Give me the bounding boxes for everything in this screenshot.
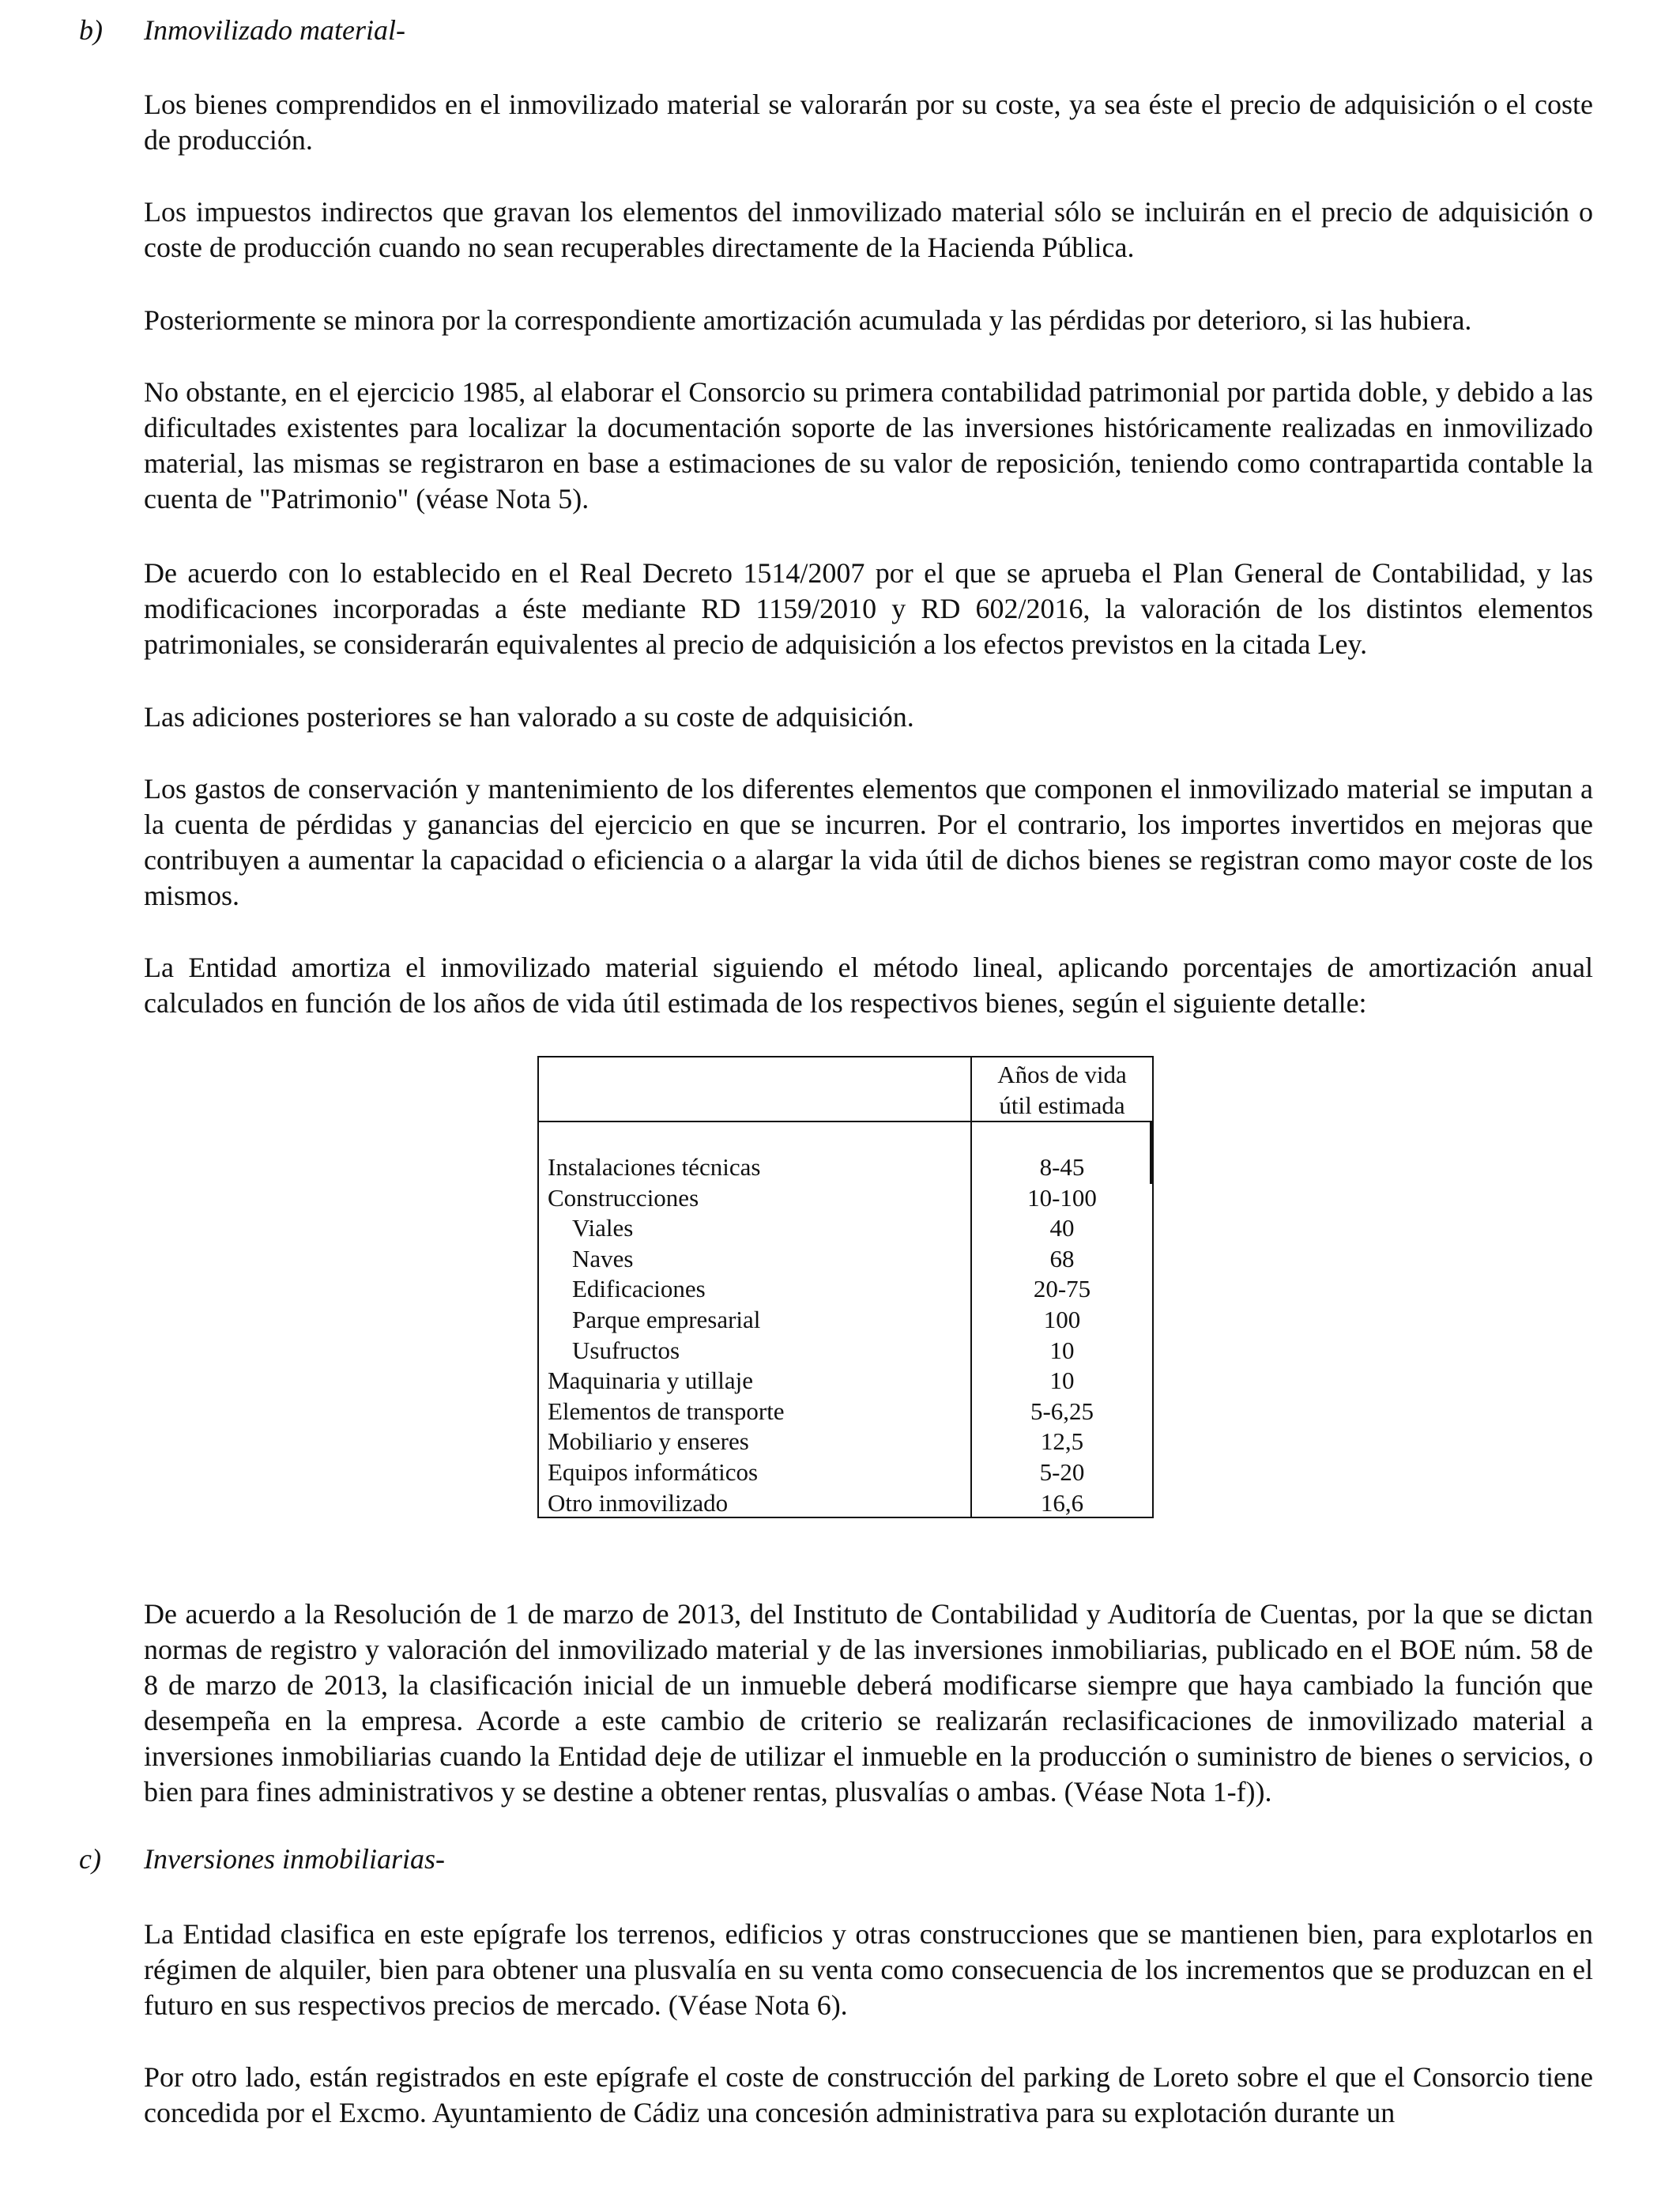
paragraph-metodo-lineal: La Entidad amortiza el inmovilizado material siguiendo el método lineal, aplicando porcentajes de amortización anual calculados en función de los años de vida útil estimada de los respectivos bienes, según el siguiente detalle:	[144, 952, 1593, 1019]
section-b-title: Inmovilizado material-	[144, 14, 405, 46]
table-header	[972, 1059, 1152, 1121]
table-row-value: 10	[1049, 1367, 1075, 1395]
table-row-value: 20-75	[1033, 1275, 1091, 1303]
paragraph-real-decreto: De acuerdo con lo establecido en el Real Decreto 1514/2007 por el que se aprueba el Plan General de Contabilidad, y las modificaciones incorporadas a éste mediante RD 1159/2010 y RD 602/2016, la valoración de los distintos elementos patrimoniales, se considerarán equivalentes al precio de adquisición a los efectos previstos en la citada Ley.	[144, 557, 1593, 660]
paragraph-impuestos: Los impuestos indirectos que gravan los elementos del inmovilizado material sólo se incluirán en el precio de adquisición o coste de producción cuando no sean recuperables directamente de la Hacienda Pública.	[144, 196, 1593, 263]
table-row	[539, 1427, 1152, 1457]
table-row	[539, 1244, 1152, 1275]
paragraph-clasificacion-epigrafe: La Entidad clasifica en este epígrafe los terrenos, edificios y otras construcciones que se mantienen bien, para explotarlos en régimen de alquiler, bien para obtener una plusvalía en su venta como consecuencia de los incrementos que se produzcan en el futuro en sus respectivos precios de mercado. (Véase Nota 6).	[144, 1918, 1593, 2021]
table-row-label: Edificaciones	[572, 1275, 706, 1303]
table-row-label: Parque empresarial	[572, 1305, 761, 1333]
paragraph-parking-loreto: Por otro lado, están registrados en este epígrafe el coste de construcción del parking de Loreto sobre el que el Consorcio tiene concedida por el Excmo. Ayuntamiento de Cádiz una concesión administrativa para su explotación durante un	[144, 2061, 1593, 2128]
paragraph-amortizacion-acumulada: Posteriormente se minora por la correspondiente amortización acumulada y las pérdidas por deterioro, si las hubiera.	[144, 304, 1472, 336]
table-row-value: 10	[1049, 1336, 1075, 1364]
table-row	[539, 1183, 1152, 1214]
table-header-line1: Años de vida	[997, 1061, 1127, 1088]
table-row-label: Equipos informáticos	[548, 1457, 759, 1486]
table-header-line2: útil estimada	[999, 1091, 1125, 1119]
table-row	[539, 1213, 1152, 1244]
table-row-label: Viales	[572, 1214, 634, 1242]
section-b-marker: b)	[79, 14, 103, 46]
vida-util-table	[537, 1056, 1154, 1518]
table-row-value: 5-20	[1039, 1457, 1085, 1486]
section-c-heading	[79, 1842, 445, 1876]
table-row	[539, 1305, 1152, 1336]
table-row-value: 8-45	[1039, 1153, 1085, 1181]
table-row	[539, 1457, 1152, 1488]
table-row-label: Otro inmovilizado	[548, 1488, 729, 1517]
section-c-title: Inversiones inmobiliarias-	[144, 1843, 445, 1875]
table-row	[539, 1366, 1152, 1397]
paragraph-resolucion-2013: De acuerdo a la Resolución de 1 de marzo de 2013, del Instituto de Contabilidad y Auditoría de Cuentas, por la que se dictan normas de registro y valoración del inmovilizado material y de las inversiones inmobiliarias, publicado en el BOE núm. 58 de 8 de marzo de 2013, la clasificación inicial de un inmueble deberá modificarse siempre que haya cambiado la función que desempeña en la empresa. Acorde a este cambio de criterio se realizarán reclasificaciones de inmovilizado material a inversiones inmobiliarias cuando la Entidad deje de utilizar el inmueble en la producción o suministro de bienes o servicios, o bien para fines administrativos y se destine a obtener rentas, plusvalías o ambas. (Véase Nota 1-f)).	[144, 1598, 1593, 1808]
paragraph-adiciones: Las adiciones posteriores se han valorado a su coste de adquisición.	[144, 701, 914, 733]
table-row-value: 68	[1049, 1244, 1075, 1272]
table-body	[539, 1152, 1152, 1518]
table-row-value: 16,6	[1040, 1488, 1084, 1517]
paragraph-valoracion: Los bienes comprendidos en el inmovilizado material se valorarán por su coste, ya sea éste el precio de adquisición o el coste de producción.	[144, 89, 1593, 156]
table-row-label: Naves	[572, 1244, 634, 1272]
table-row-value: 10-100	[1027, 1183, 1097, 1212]
table-row-value: 5-6,25	[1030, 1397, 1094, 1425]
table-row-value: 12,5	[1040, 1427, 1084, 1456]
table-row-label: Usufructos	[572, 1336, 680, 1364]
table-row-label: Instalaciones técnicas	[548, 1153, 761, 1181]
table-row-label: Maquinaria y utillaje	[548, 1367, 753, 1395]
section-b-heading	[79, 13, 405, 47]
table-row-label: Elementos de transporte	[548, 1397, 785, 1425]
table-row	[539, 1152, 1152, 1183]
table-row-value: 40	[1049, 1214, 1075, 1242]
paragraph-ejercicio-1985: No obstante, en el ejercicio 1985, al elaborar el Consorcio su primera contabilidad patrimonial por partida doble, y debido a las dificultades existentes para localizar la documentación soporte de las inversiones históricamente realizadas en inmovilizado material, las mismas se registraron en base a estimaciones de su valor de reposición, teniendo como contrapartida contable la cuenta de "Patrimonio" (véase Nota 5).	[144, 376, 1593, 515]
table-row	[539, 1397, 1152, 1427]
table-header-rule	[539, 1121, 1152, 1122]
table-row-value: 100	[1043, 1305, 1081, 1333]
paragraph-gastos-conservacion: Los gastos de conservación y mantenimiento de los diferentes elementos que componen el inmovilizado material se imputan a la cuenta de pérdidas y ganancias del ejercicio en que se incurren. Por el contrario, los importes invertidos en mejoras que contribuyen a aumentar la capacidad o eficiencia o a alargar la vida útil de dichos bienes se registran como mayor coste de los mismos.	[144, 773, 1593, 911]
table-row	[539, 1488, 1152, 1519]
table-row	[539, 1336, 1152, 1367]
table-row-label: Mobiliario y enseres	[548, 1427, 749, 1456]
table-row	[539, 1274, 1152, 1305]
table-row-label: Construcciones	[548, 1183, 699, 1212]
section-c-marker: c)	[79, 1843, 101, 1875]
